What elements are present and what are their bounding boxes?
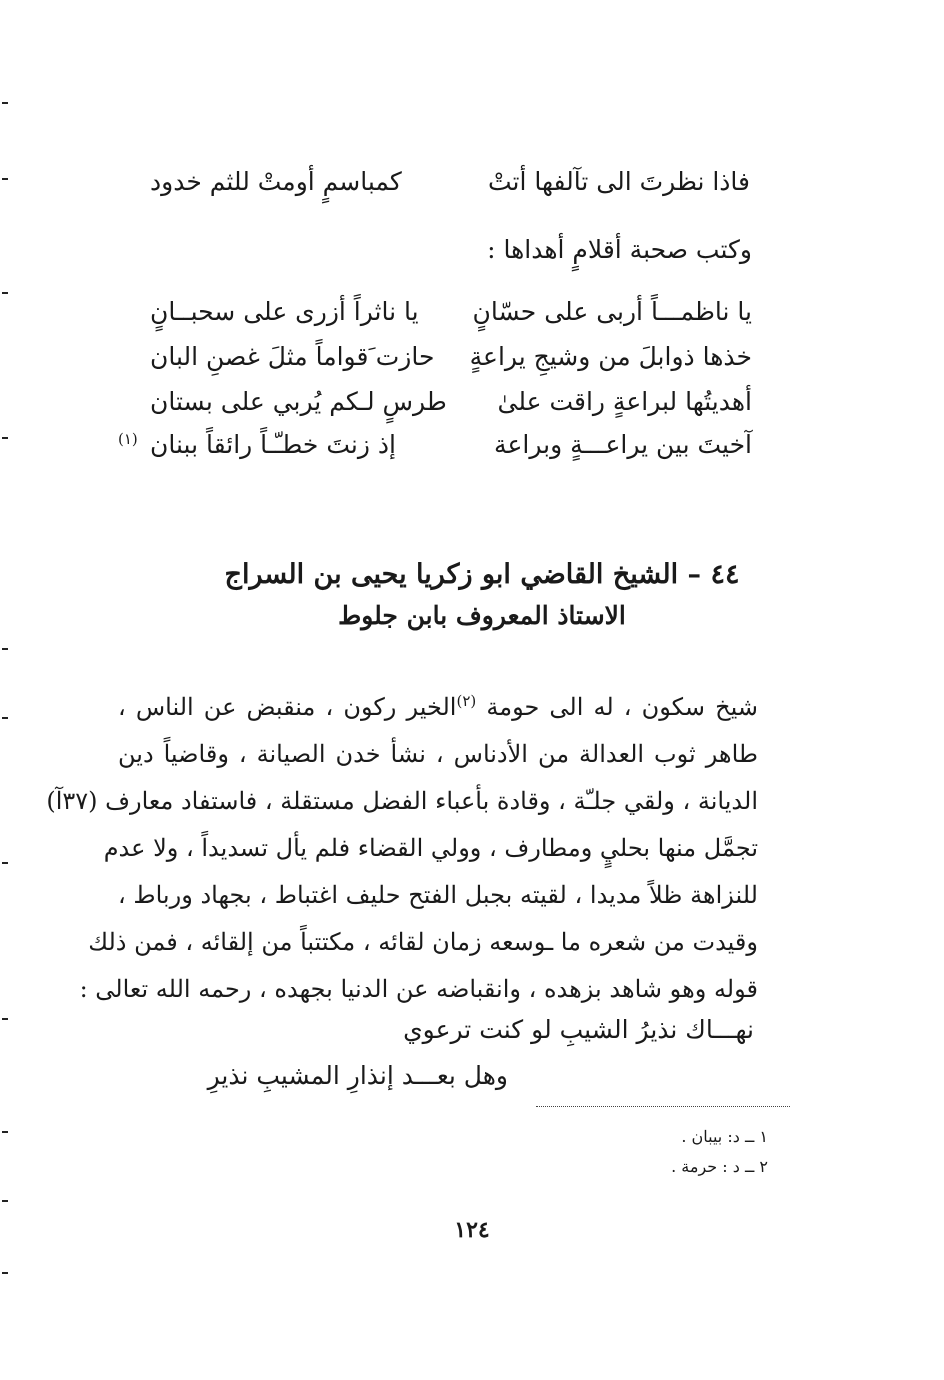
scan-edge-mark [2,1018,8,1020]
intro-line: وكتب صحبة أقلامٍ أهداها : [487,235,752,264]
paragraph-line: وقيدت من شعره ما ـوسعه زمان لقائه ، مكتتباً من إلقائه ، فمن ذلك [88,928,758,956]
paragraph-line: تجمَّل منها بحليٍ ومطارف ، وولي القضاء فلم يأل تسديداً ، ولا عدم [103,834,758,862]
footnote-mark [118,425,138,453]
scan-edge-mark [2,1272,8,1274]
closing-verse-second-hemistich: وهل بعـــد إنذارِ المشيبِ نذيرِ [207,1061,508,1090]
verse-line [118,425,752,465]
verse-line [150,382,752,422]
paragraph-line: للنزاهة ظلاً مديدا ، لقيته بجبل الفتح حليف اغتباط ، بجهاد ورباط ، [118,881,758,909]
paragraph-text: شيخ سكون ، له الى حومة [486,693,758,721]
footnote-divider [536,1106,790,1107]
hemistich-right: خذها ذوابلَ من وشيجِ يراعةٍ [469,342,752,371]
scan-edge-mark [2,1200,8,1202]
hemistich-left: يا ناثراً أزرى على سحبــانٍ [150,297,419,326]
paragraph-line [118,684,758,731]
paragraph-line: قوله وهو شاهد بزهده ، وانقباضه عن الدنيا بجهده ، رحمه الله تعالى : [79,975,758,1003]
footnote-2: ٢ ــ د : حرمة . [671,1157,768,1176]
hemistich-right: آخيتَ بين يراعـــةٍ وبراعة [494,430,752,459]
footnote-mark-text: (١) [118,430,138,448]
section-heading-line-2: الاستاذ المعروف بابن جلوط [338,601,626,630]
paragraph-text: الخير ركون ، منقبض عن الناس ، [118,693,457,721]
hemistich-left [150,425,396,465]
paragraph-line: طاهر ثوب العدالة من الأدناس ، نشأ خدن الصيانة ، وقاضياً دين [118,740,758,768]
paragraph-line: الديانة ، ولقي جلـّة ، وقادة بأعباء الفضل مستقلة ، فاستفاد معارف (٣٧آ) [46,787,758,815]
footnote-1: ١ ــ د: بيبان . [681,1127,768,1146]
hemistich-left: كمباسمٍ أومتْ للثم خدود [150,167,402,196]
biography-paragraph [46,684,758,1013]
verse-line [150,292,752,332]
scan-edge-mark [2,648,8,650]
hemistich-right: أهديتُها لبراعةٍ راقت علىٰ [497,387,752,416]
section-heading-line-1: ٤٤ – الشيخ القاضي ابو زكريا يحيى بن السراج [224,559,740,590]
scan-edge-mark [2,717,8,719]
scan-edge-mark [2,102,8,104]
hemistich-left: حازت َقواماً مثلَ غصنِ البان [150,342,435,371]
page-number: ١٢٤ [454,1217,490,1243]
scan-edge-mark [2,862,8,864]
hemistich-right: يا ناظمـــاً أربى على حسّانٍ [472,297,752,326]
closing-verse-first-hemistich: نهـــاك نذيرُ الشيبِ لو كنت ترعوي [403,1015,754,1044]
hemistich-left-text: إذ زنتَ خطـّـاً رائقاً ببنان [150,430,396,459]
scan-edge-mark [2,292,8,294]
scan-edge-mark [2,437,8,439]
scan-edge-mark [2,178,8,180]
hemistich-left: طرسٍ لـكم يُربي على بستان [150,387,447,416]
scan-edge-mark [2,1131,8,1133]
footnote-mark: (٢) [456,692,477,710]
verse-line [150,162,750,202]
verse-line [150,337,752,377]
hemistich-right: فاذا نظرتَ الى تآلفها أتتْ [487,167,750,196]
